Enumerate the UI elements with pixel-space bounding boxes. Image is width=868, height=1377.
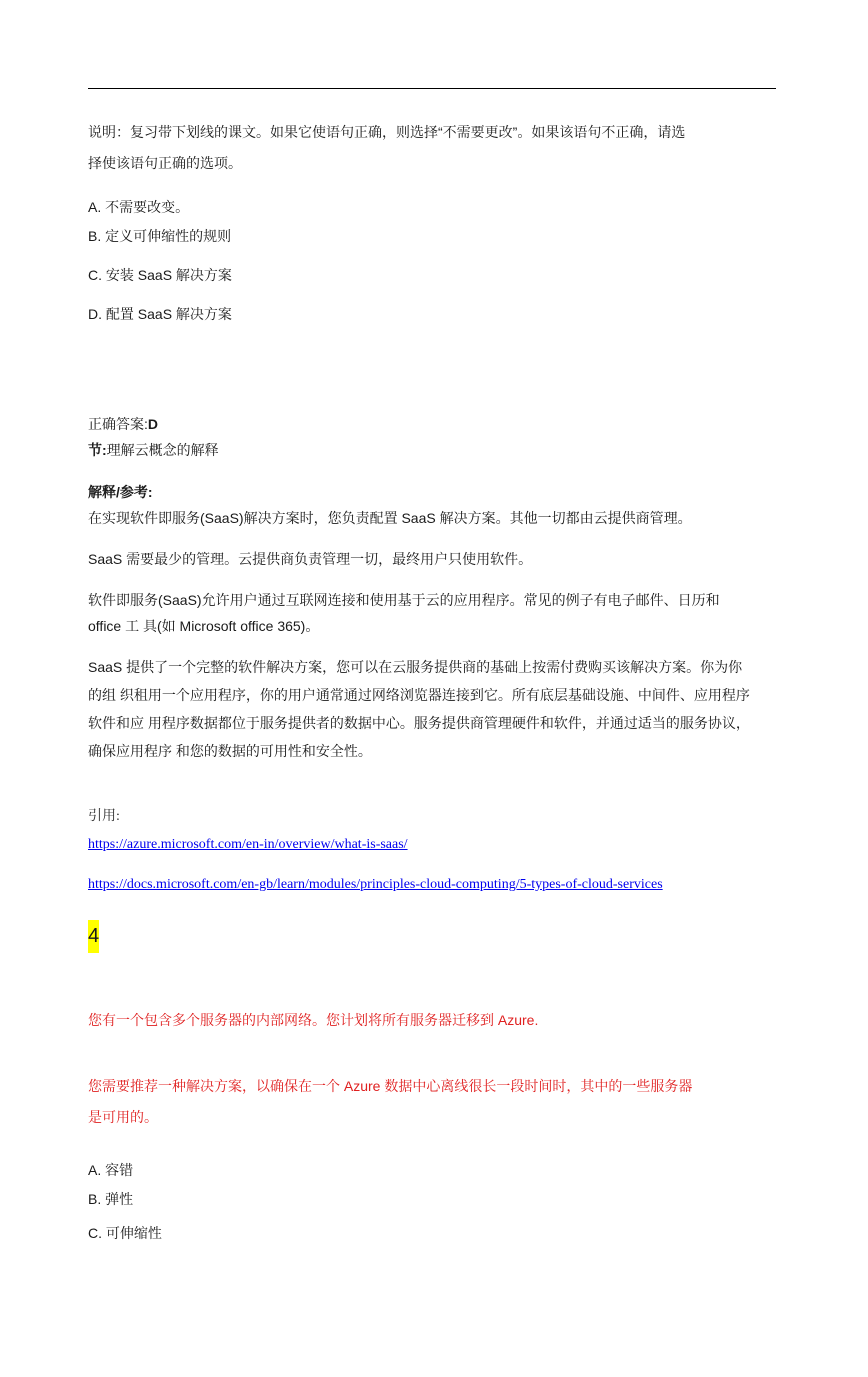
option-d: D. 配置 SaaS 解决方案 <box>88 306 232 322</box>
explanation-p4-line4: 确保应用程序 和您的数据的可用性和安全性。 <box>88 743 372 759</box>
question4-line2a: 您需要推荐一种解决方案，以确保在一个 Azure 数据中心离线很长一段时间时，其中的一些服务器 <box>88 1078 693 1094</box>
question4-line1: 您有一个包含多个服务器的内部网络。您计划将所有服务器迁移到 Azure. <box>88 1012 539 1028</box>
reference-link-1[interactable]: https://azure.microsoft.com/en-in/overview/what-is-saas/ <box>88 837 408 852</box>
section-line <box>88 440 219 460</box>
explanation-p3-line2: office 工 具(如 Microsoft office 365)。 <box>88 618 320 634</box>
option-b: B. 定义可伸缩性的规则 <box>88 228 232 244</box>
option-a: A. 不需要改变。 <box>88 199 190 215</box>
reference-link-2[interactable]: https://docs.microsoft.com/en-gb/learn/modules/principles-cloud-computing/5-types-of-cloud-services <box>88 877 663 892</box>
question4-line2b: 是可用的。 <box>88 1109 158 1125</box>
correct-answer-value: D <box>147 416 159 432</box>
instruction-line2: 择使该语句正确的选项。 <box>88 155 242 171</box>
explanation-heading: 解释/参考: <box>88 484 153 500</box>
q4-option-a: A. 容错 <box>88 1162 134 1178</box>
q4-option-c: C. 可伸缩性 <box>88 1225 162 1241</box>
question-number-badge: 4 <box>88 920 99 953</box>
explanation-p3-line1: 软件即服务(SaaS)允许用户通过互联网连接和使用基于云的应用程序。常见的例子有电子邮件、日历和 <box>88 592 720 608</box>
top-divider <box>88 88 776 89</box>
section-label: 节: <box>88 442 107 458</box>
section-value: 理解云概念的解释 <box>106 442 219 458</box>
instruction-line1: 说明：复习带下划线的课文。如果它使语句正确，则选择“不需要更改”。如果该语句不正确，请选 <box>88 124 686 140</box>
explanation-p4-line1: SaaS 提供了一个完整的软件解决方案，您可以在云服务提供商的基础上按需付费购买该解决方案。你为你 <box>88 659 743 675</box>
q4-option-b: B. 弹性 <box>88 1191 134 1207</box>
explanation-p4-line3: 软件和应 用程序数据都位于服务提供者的数据中心。服务提供商管理硬件和软件，并通过适当的服务协议， <box>88 715 750 731</box>
explanation-p4-line2: 的组 织租用一个应用程序，你的用户通常通过网络浏览器连接到它。所有底层基础设施、中间件、应用程序 <box>88 687 750 703</box>
correct-answer <box>88 414 158 434</box>
explanation-p2: SaaS 需要最少的管理。云提供商负责管理一切，最终用户只使用软件。 <box>88 551 533 567</box>
references-label: 引用: <box>88 809 120 824</box>
correct-answer-label: 正确答案: <box>88 416 148 432</box>
explanation-p1: 在实现软件即服务(SaaS)解决方案时，您负责配置 SaaS 解决方案。其他一切都由云提供商管理。 <box>88 510 692 526</box>
option-c: C. 安装 SaaS 解决方案 <box>88 267 232 283</box>
